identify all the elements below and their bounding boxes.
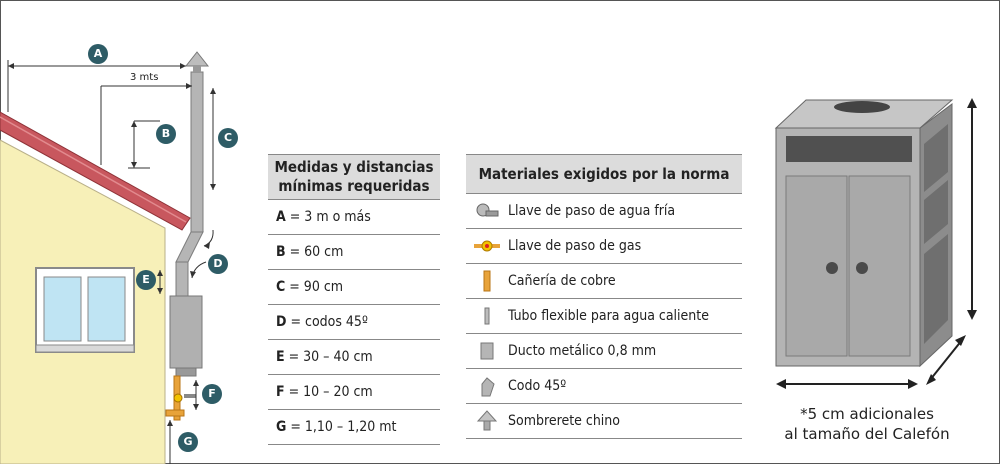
material-row: Llave de paso de gas [466, 229, 742, 264]
measures-title-line2: mínimas requeridas [278, 177, 430, 195]
chimney-hat [186, 52, 208, 66]
measures-table-title [268, 154, 440, 200]
flexible-tube-icon [466, 299, 508, 333]
marker-a: A [88, 44, 108, 64]
metal-duct-icon [466, 334, 508, 368]
marker-c: C [218, 128, 238, 148]
material-row: Sombrerete chino [466, 404, 742, 439]
measure-row: C = 90 cm [268, 270, 440, 305]
marker-d: D [208, 254, 228, 274]
copper-pipe-icon [466, 264, 508, 298]
marker-e: E [136, 270, 156, 290]
materials-table-title: Materiales exigidos por la norma [466, 154, 742, 194]
cabinet-note [772, 404, 962, 444]
gas-valve-icon [466, 229, 508, 263]
measure-row: F = 10 – 20 cm [268, 375, 440, 410]
heater-cabinet [776, 96, 977, 389]
measures-title-line1: Medidas y distancias [274, 158, 434, 176]
label-3mts: 3 mts [130, 72, 159, 83]
measures-table [268, 154, 440, 445]
duct-elbow [176, 232, 203, 262]
cabinet-note-line2: al tamaño del Calefón [784, 425, 950, 443]
marker-f: F [202, 384, 222, 404]
measure-row: D = codos 45º [268, 305, 440, 340]
water-heater [170, 296, 202, 368]
material-row: Cañería de cobre [466, 264, 742, 299]
marker-g: G [178, 432, 198, 452]
cold-water-valve-icon [466, 194, 508, 228]
cabinet-note-line1: *5 cm adicionales [800, 405, 934, 423]
chinese-hat-cap-icon [466, 404, 508, 438]
measure-row: B = 60 cm [268, 235, 440, 270]
measure-row: G = 1,10 – 1,20 mt [268, 410, 440, 445]
material-row: Llave de paso de agua fría [466, 194, 742, 229]
marker-b: B [156, 124, 176, 144]
elbow-45-icon [466, 369, 508, 403]
material-row: Tubo flexible para agua caliente [466, 299, 742, 334]
material-row: Codo 45º [466, 369, 742, 404]
material-row: Ducto metálico 0,8 mm [466, 334, 742, 369]
measure-row: A = 3 m o más [268, 200, 440, 235]
measure-row: E = 30 – 40 cm [268, 340, 440, 375]
duct-upper [191, 72, 203, 232]
materials-table [466, 154, 742, 439]
